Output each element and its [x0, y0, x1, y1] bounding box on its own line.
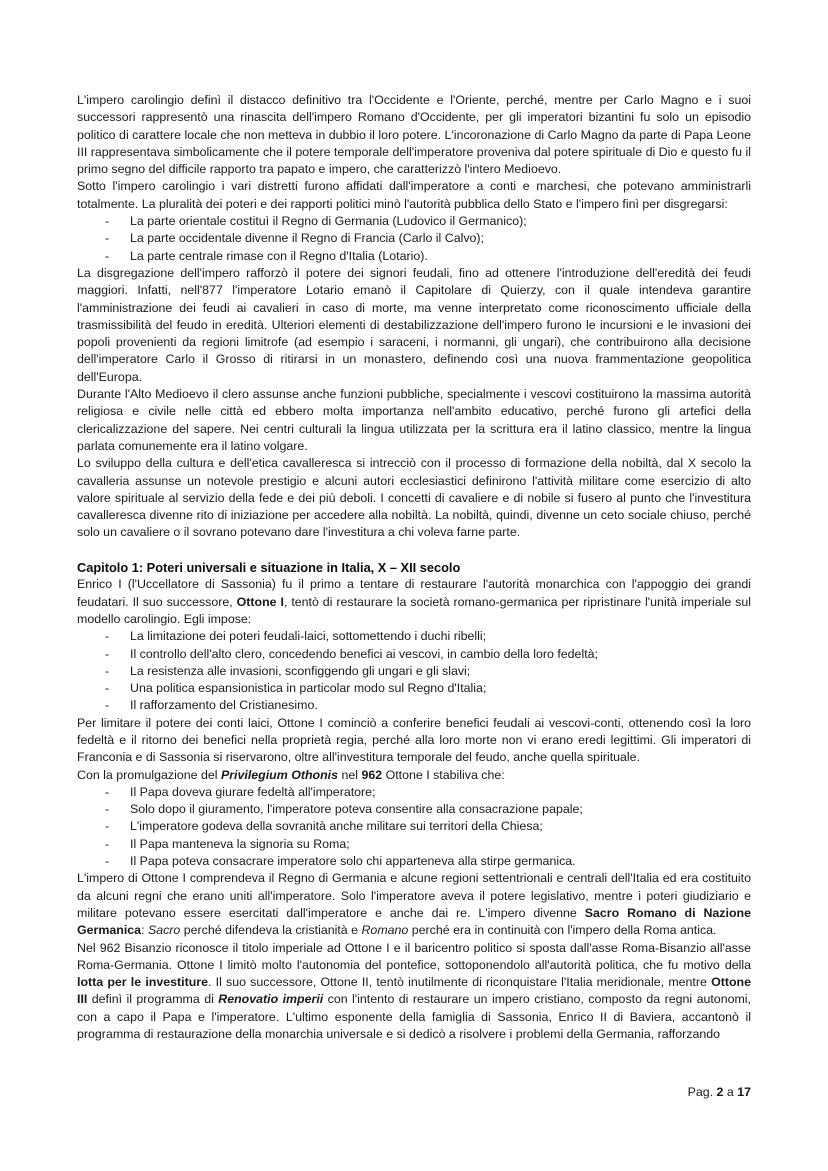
dash-marker: -: [105, 663, 110, 678]
dash-marker: -: [105, 802, 110, 817]
list-item-label: Solo dopo il giuramento, l'imperatore poteva consentire alla consacrazione papale;: [130, 802, 583, 817]
list-item: [77, 230, 751, 247]
section-spacer: [77, 542, 751, 559]
paragraph-10-text-a: Nel 962 Bisanzio riconosce il titolo imperiale ad Ottone I e il baricentro politico si sposta dall'asse Roma-Bisanzio all'asse Roma-Germania. Ottone I limitò molto l'autonomia del pontefice, sottoponendolo all'autorità politica, che fu motivo della: [77, 940, 751, 972]
list-item-label: Una politica espansionistica in particolar modo sul Regno d'Italia;: [130, 681, 487, 696]
footer-separator: a: [723, 1085, 738, 1099]
paragraph-5: Lo sviluppo della cultura e dell'etica cavalleresca si intrecciò con il processo di formazione della nobiltà, dal X secolo la cavalleria assunse un notevole prestigio e alcuni autori ecclesiastici definirono l'attività militare come esercizio di alto valore spirituale al servizio della fede e dei più deboli. I concetti di cavaliere e di nobile si fusero al punto che l'investitura cavalleresca divenne rito di iniziazione per accedere alla nobiltà. La nobiltà, quindi, divenne un ceto sociale chiuso, perché solo un cavaliere o il sovrano potevano dare l'investitura a chi voleva farne parte.: [77, 456, 751, 540]
dash-marker: -: [105, 854, 110, 869]
paragraph-10-bold-ottone-iii: Ottone III: [77, 975, 751, 1007]
list-item-label: Il controllo dell'alto clero, concedendo benefici ai vescovi, in cambio della loro fedeltà;: [130, 646, 598, 661]
dash-marker: -: [105, 698, 110, 713]
paragraph-9-text-a: L'impero di Ottone I comprendeva il Regno di Germania e alcune regioni settentrionali e centrali dell'Italia ed era costituito da alcuni regni che erano uniti all'imperatore. Solo l'imperatore aveva il potere legislativo, mentre i poteri giudiziario e militare potevano essere esercitati dall'imperatore e anche dai re. L'impero divenne: [77, 871, 751, 920]
dash-marker: -: [105, 784, 110, 799]
paragraph-7: Per limitare il potere dei conti laici, Ottone I cominciò a conferire benefici feudali ai vescovi-conti, ottenendo così la loro fedeltà e il ritorno dei benefici nella proprietà regia, perché alla loro morte non vi erano eredi legittimi. Gli imperatori di Franconia e di Sassonia si riservarono, oltre all'investitura temporale del feudo, anche quella spirituale.: [77, 715, 751, 765]
dash-marker: -: [105, 629, 110, 644]
list-item-label: La parte centrale rimase con il Regno d'Italia (Lotario).: [130, 248, 428, 263]
list-item-label: La limitazione dei poteri feudali-laici, sottomettendo i duchi ribelli;: [130, 629, 487, 644]
list-item: [77, 818, 751, 835]
dash-marker: -: [105, 214, 110, 229]
list-item-label: Il Papa doveva giurare fedeltà all'imperatore;: [130, 784, 376, 799]
list-item: [77, 853, 751, 870]
list-item-label: La parte orientale costituì il Regno di Germania (Ludovico il Germanico);: [130, 214, 527, 229]
paragraph-10-text-d: con l'intento di restaurare un impero cristiano, composto da regni autonomi, con a capo il Papa e l'imperatore. L'ultimo esponente della famiglia di Sassonia, Enrico II di Baviera, accantonò il programma di restaurazione della monarchia universale e si dedicò a risolvere i problemi della Germania, rafforzando: [77, 992, 751, 1042]
list-item-label: Il Papa poteva consacrare imperatore solo chi apparteneva alla stirpe germanica.: [130, 854, 576, 869]
footer-prefix: Pag.: [687, 1085, 717, 1099]
list-item: [77, 801, 751, 818]
paragraph-8-text-b: nel: [338, 767, 362, 782]
dash-marker: -: [105, 819, 110, 834]
paragraph-1: L'impero carolingio definì il distacco definitivo tra l'Occidente e l'Oriente, perché, mentre per Carlo Magno e i suoi successori rappresentò una rinascita dell'impero Romano d'Occidente, per gli imperatori bizantini fu solo un episodio politico di carattere locale che non metteva in dubbio il loro potere. L'incoronazione di Carlo Magno da parte di Papa Leone III rappresentava simbolicamente che il potere temporale dell'imperatore proveniva dal potere spirituale di Dio e questo fu il primo segno del difficile rapporto tra papato e impero, che caratterizzò l'intero Medioevo.: [77, 93, 751, 177]
bullet-list-privilegium-othonis: [77, 784, 751, 870]
bullet-list-divisione-impero: [77, 213, 751, 265]
list-item: [77, 213, 751, 230]
paragraph-10-text-c: definì il programma di: [87, 992, 219, 1007]
list-item: [77, 697, 751, 714]
chapter-heading: Capitolo 1: Poteri universali e situazione in Italia, X – XII secolo: [77, 560, 461, 576]
paragraph-3: La disgregazione dell'impero rafforzò il potere dei signori feudali, fino ad ottenere l'introduzione dell'eredità dei feudi maggiori. Infatti, nell'877 l'imperatore Lotario emanò il Capitolare di Quierzy, con il quale intendeva garantire l'amministrazione dei feudi ai cavalieri in caso di morte, ma venne interpretato come riconoscimento ufficiale della trasmissibilità del feudo in eredità. Ulteriori elementi di destabilizzazione dell'impero furono le incursioni e le invasioni dei popoli provenienti da regioni limitrofe (ad esempio i saraceni, i normanni, gli ungari), che contribuirono alla decisione dell'imperatore Carlo il Grosso di ritirarsi in un monastero, definendo così una nuova frammentazione geopolitica dell'Europa.: [77, 265, 751, 384]
dash-marker: -: [105, 681, 110, 696]
footer-total-pages: 17: [737, 1085, 751, 1099]
document-body: [77, 92, 751, 1043]
paragraph-9-italic-sacro: Sacro: [147, 923, 181, 938]
list-item-label: La parte occidentale divenne il Regno di Francia (Carlo il Calvo);: [130, 231, 485, 246]
paragraph-6-bold-ottone-i: Ottone I: [236, 594, 284, 609]
footer-current-page: 2: [716, 1085, 724, 1099]
list-item: [77, 836, 751, 853]
paragraph-6-text-a: Enrico I (l'Uccellatore di Sassonia) fu il primo a tentare di restaurare l'autorità monarchica con l'appoggio dei grandi feudatari. Il suo successore,: [77, 577, 751, 609]
dash-marker: -: [105, 248, 110, 263]
paragraph-8-bolditalic-privilegium: Privilegium Othonis: [220, 767, 339, 782]
paragraph-6: [77, 576, 751, 628]
list-item-label: L'imperatore godeva della sovranità anche militare sui territori della Chiesa;: [130, 819, 543, 834]
paragraph-4: Durante l'Alto Medioevo il clero assunse anche funzioni pubbliche, specialmente i vescovi costituirono la massima autorità religiosa e civile nelle città ed ebbero molta importanza nell'ambito educativo, perché furono gli artefici della clericalizzazione del sapere. Nei centri culturali la lingua utilizzata per la scrittura era il latino classico, mentre la lingua parlata comunemente era il latino volgare.: [77, 387, 751, 453]
paragraph-8-text-c: Ottone I stabiliva che:: [382, 767, 505, 782]
paragraph-10-bolditalic-renovatio: Renovatio imperii: [218, 992, 324, 1007]
paragraph-10: [77, 940, 751, 1044]
list-item: [77, 663, 751, 680]
list-item-label: La resistenza alle invasioni, sconfiggendo gli ungari e gli slavi;: [130, 663, 471, 678]
paragraph-9-bold-sacro-romano: Sacro Romano di Nazione Germanica: [77, 905, 751, 938]
paragraph-8: [77, 767, 751, 784]
paragraph-6-text-b: , tentò di restaurare la società romano-germanica per ripristinare l'unità imperiale sul modello carolingio. Egli impose:: [77, 594, 751, 626]
list-item: [77, 784, 751, 801]
paragraph-9-text-d: perché era in continuità con l'impero della Roma antica.: [408, 923, 717, 938]
bullet-list-imposizioni-ottone: [77, 628, 751, 714]
paragraph-10-bold-lotta-investiture: lotta per le investiture: [77, 975, 208, 990]
paragraph-2: Sotto l'impero carolingio i vari distretti furono affidati dall'imperatore a conti e marchesi, che potevano amministrarli totalmente. La pluralità dei poteri e dei rapporti politici minò l'autorità pubblica dello Stato e l'impero finì per disgregarsi:: [77, 179, 751, 211]
dash-marker: -: [105, 231, 110, 246]
paragraph-9-italic-romano: Romano: [361, 923, 409, 938]
paragraph-8-bold-year: 962: [361, 767, 383, 782]
paragraph-9: [77, 870, 751, 939]
list-item-label: Il rafforzamento del Cristianesimo.: [130, 698, 318, 713]
list-item: [77, 680, 751, 697]
list-item-label: Il Papa manteneva la signoria su Roma;: [130, 836, 350, 851]
dash-marker: -: [105, 646, 110, 661]
list-item: [77, 628, 751, 645]
paragraph-10-text-b: . Il suo successore, Ottone II, tentò inutilmente di riconquistare l'Italia meridionale, mentre: [208, 975, 712, 990]
list-item: [77, 248, 751, 265]
list-item: [77, 646, 751, 663]
dash-marker: -: [105, 836, 110, 851]
page-footer: [77, 1084, 751, 1101]
paragraph-9-text-c: perché difendeva la cristianità e: [180, 923, 362, 938]
paragraph-8-text-a: Con la promulgazione del: [77, 767, 221, 782]
paragraph-9-text-b: :: [141, 923, 148, 938]
